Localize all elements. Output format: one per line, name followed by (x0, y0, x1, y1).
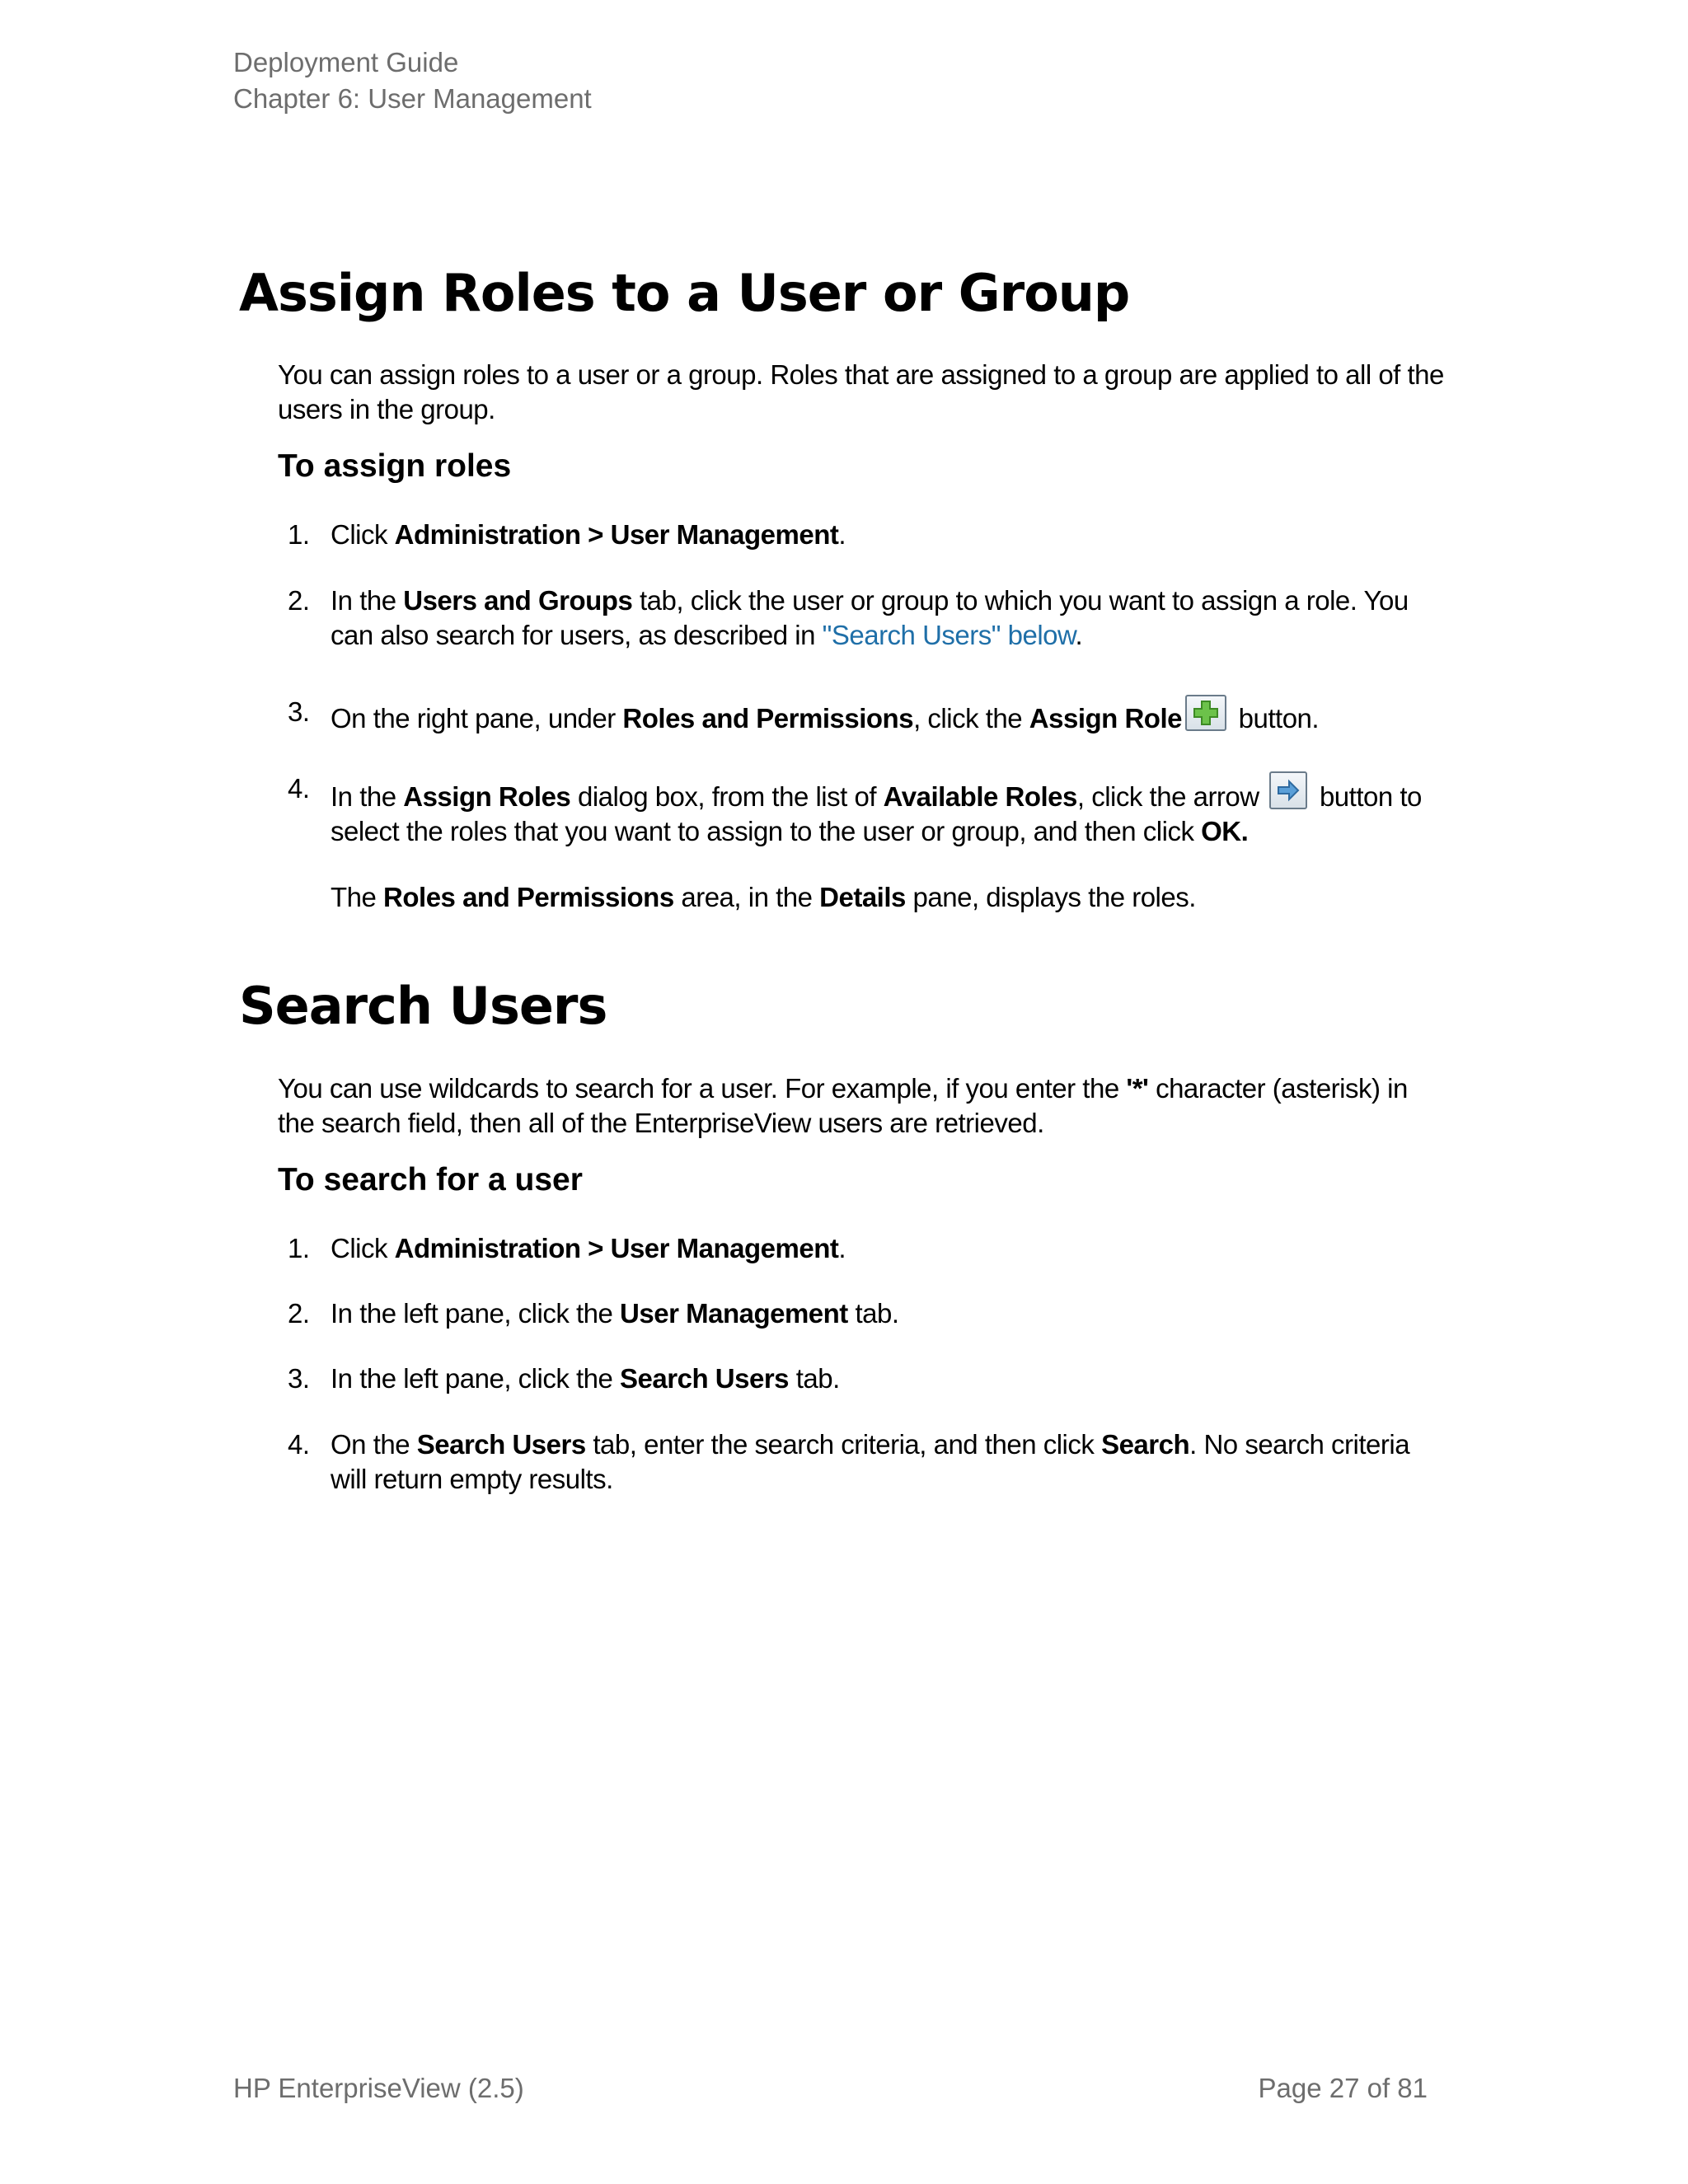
running-header (233, 45, 592, 117)
step-result-text: The (331, 882, 384, 912)
procedure-title-search-user: To search for a user (278, 1162, 583, 1197)
step-text: will return empty results. (331, 1464, 613, 1494)
step-text: button to (1312, 781, 1422, 812)
step-number: 1. (288, 1233, 310, 1263)
search-users-link[interactable]: "Search Users" below (822, 620, 1076, 650)
area-name: Roles and Permissions (383, 882, 674, 912)
button-name: Search (1101, 1429, 1190, 1460)
step-text: On the right pane, under (331, 703, 623, 733)
section-title-search-users: Search Users (239, 976, 607, 1036)
step-text: can also search for users, as described in (331, 620, 823, 650)
section-title-assign-roles: Assign Roles to a User or Group (239, 263, 1130, 323)
section2-intro-line2: the search field, then all of the EnterpriseView users are retrieved. (278, 1108, 1044, 1138)
step-result-text: pane, displays the roles. (905, 882, 1196, 912)
doc-title: Deployment Guide (233, 47, 459, 77)
step-text: Click (331, 519, 395, 550)
step-text: select the roles that you want to assign to the user or group, and then click (331, 816, 1202, 846)
step-text: . (1075, 620, 1083, 650)
section2-intro-text: You can use wildcards to search for a user. For example, if you enter the (278, 1073, 1127, 1104)
step-text: button. (1231, 703, 1320, 733)
step-text: In the (331, 781, 404, 812)
step-number: 4. (288, 773, 310, 804)
step-text: . No search criteria (1189, 1429, 1410, 1460)
button-name: Assign Role (1029, 703, 1182, 733)
step-result-text: area, in the (673, 882, 820, 912)
footer-page-number: Page 27 of 81 (1258, 2073, 1428, 2103)
step-text: , click the (913, 703, 1029, 733)
step-text: , click the arrow (1076, 781, 1267, 812)
section2-intro-text: character (asterisk) in (1148, 1073, 1408, 1104)
step-number: 2. (288, 585, 310, 616)
section1-intro (278, 358, 1448, 427)
dialog-name: Assign Roles (403, 781, 571, 812)
step-text: tab. (789, 1363, 840, 1394)
menu-path: Administration > User Management (394, 1233, 839, 1263)
step-number: 1. (288, 519, 310, 550)
step-text: In the left pane, click the (331, 1363, 621, 1394)
step-text: tab, click the user or group to which you want to assign a role. You (632, 585, 1409, 616)
footer-product: HP EnterpriseView (2.5) (233, 2073, 524, 2103)
step-text: In the left pane, click the (331, 1298, 621, 1329)
ok-label: OK. (1201, 816, 1249, 846)
section1-intro-line2: users in the group. (278, 394, 495, 424)
wildcard-character: '*' (1126, 1073, 1149, 1104)
add-role-icon (1185, 695, 1226, 731)
step-text: . (838, 519, 846, 550)
step-text: . (838, 1233, 846, 1263)
step-text: Click (331, 1233, 395, 1263)
step-number: 2. (288, 1298, 310, 1329)
step-text: tab, enter the search criteria, and then click (585, 1429, 1102, 1460)
step-text: dialog box, from the list of (570, 781, 884, 812)
pane-name: Details (819, 882, 906, 912)
tab-name: Users and Groups (403, 585, 633, 616)
section2-intro (278, 1071, 1448, 1141)
menu-path: Administration > User Management (394, 519, 839, 550)
arrow-right-icon (1269, 771, 1307, 809)
list-name: Available Roles (883, 781, 1077, 812)
tab-name: User Management (620, 1298, 848, 1329)
step-number: 4. (288, 1429, 310, 1460)
procedure-title-assign-roles: To assign roles (278, 448, 512, 484)
area-name: Roles and Permissions (622, 703, 914, 733)
step-number: 3. (288, 1363, 310, 1394)
step-number: 3. (288, 696, 310, 727)
section1-intro-line1: You can assign roles to a user or a group. Roles that are assigned to a group are applied to all of the (278, 359, 1444, 390)
step-text: In the (331, 585, 404, 616)
step-text: On the (331, 1429, 417, 1460)
tab-name: Search Users (416, 1429, 586, 1460)
tab-name: Search Users (620, 1363, 790, 1394)
chapter-title: Chapter 6: User Management (233, 83, 592, 114)
step-text: tab. (847, 1298, 899, 1329)
